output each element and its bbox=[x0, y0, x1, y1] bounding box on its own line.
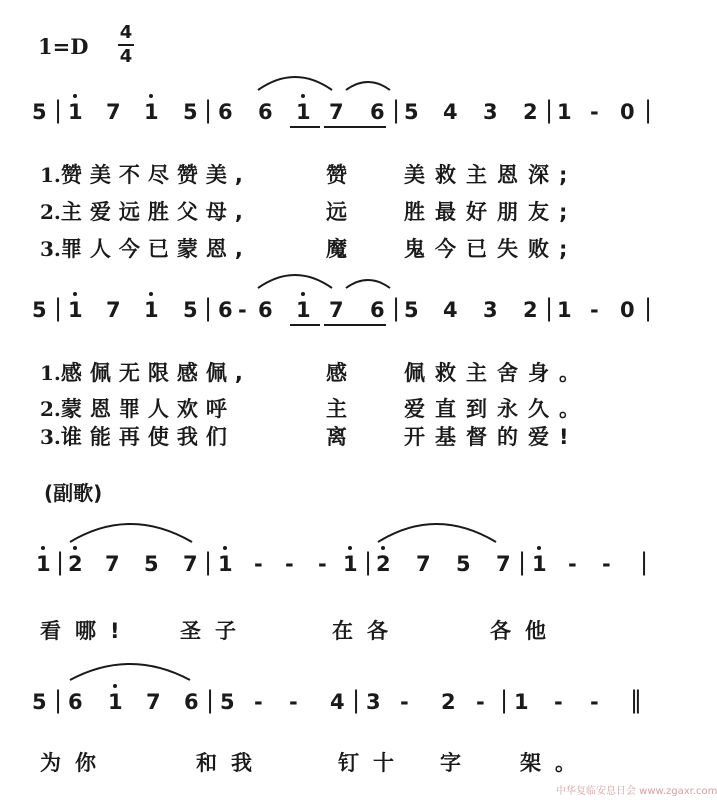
eighth-beam bbox=[324, 126, 386, 128]
lyric-text: 架。 bbox=[520, 751, 590, 775]
note: 3 bbox=[366, 690, 381, 714]
slur bbox=[258, 77, 332, 90]
note: 5 bbox=[183, 298, 198, 322]
octave-dot bbox=[149, 94, 153, 98]
lyric-text: 和我 bbox=[196, 751, 266, 775]
note: 1 bbox=[296, 298, 311, 322]
lyric-text: 主爱远胜父母, bbox=[60, 200, 251, 224]
verse-number: 3. bbox=[40, 237, 61, 261]
slur bbox=[346, 82, 390, 90]
note: 6 bbox=[370, 100, 385, 124]
slur bbox=[378, 524, 496, 542]
note: 1 bbox=[36, 552, 51, 576]
note: 2 bbox=[376, 552, 391, 576]
barline: | bbox=[352, 686, 361, 714]
octave-dot bbox=[301, 292, 305, 296]
note: 1 bbox=[532, 552, 547, 576]
lyric-text: 魔 bbox=[326, 237, 347, 261]
octave-dot bbox=[301, 94, 305, 98]
note: 1 bbox=[68, 100, 83, 124]
lyric-text: 远 bbox=[326, 200, 347, 224]
dash: - bbox=[285, 552, 294, 576]
dash: - bbox=[590, 298, 599, 322]
note: 3 bbox=[483, 298, 498, 322]
chorus-label: (副歌) bbox=[44, 481, 103, 505]
chorus-lyrics-line-2 bbox=[0, 750, 674, 780]
note: 6 bbox=[68, 690, 83, 714]
lyric-text: 各他 bbox=[490, 619, 560, 643]
note: 7 bbox=[496, 552, 511, 576]
note: 1 bbox=[144, 298, 159, 322]
note: 1 bbox=[144, 100, 159, 124]
note: 5 bbox=[220, 690, 235, 714]
barline: | bbox=[392, 294, 401, 322]
lyric-text: 赞美不尽赞美, bbox=[60, 163, 251, 187]
chorus-notation-line-1 bbox=[0, 548, 674, 582]
octave-dot bbox=[41, 546, 45, 550]
note: 2 bbox=[523, 298, 538, 322]
octave-dot bbox=[149, 292, 153, 296]
note: 5 bbox=[404, 298, 419, 322]
octave-dot bbox=[73, 546, 77, 550]
lyric-text: 感 bbox=[326, 361, 347, 385]
chorus-notation-line-2 bbox=[0, 686, 674, 720]
note: 6 bbox=[258, 298, 273, 322]
slur bbox=[258, 275, 332, 288]
verse-number: 2. bbox=[40, 397, 61, 421]
dash: - bbox=[400, 690, 409, 714]
lyric-text: 蒙恩罪人欢呼 bbox=[60, 397, 235, 421]
lyric-text: 在各 bbox=[332, 619, 402, 643]
barline: | bbox=[204, 548, 213, 576]
note: 0 bbox=[620, 100, 635, 124]
note: 4 bbox=[443, 100, 458, 124]
lyric-row bbox=[40, 236, 251, 262]
octave-dot bbox=[73, 292, 77, 296]
note: 4 bbox=[443, 298, 458, 322]
note: 7 bbox=[105, 552, 120, 576]
barline: | bbox=[54, 96, 63, 124]
note: 1 bbox=[68, 298, 83, 322]
barline: | bbox=[545, 96, 554, 124]
note: 7 bbox=[329, 298, 344, 322]
lyric-row bbox=[40, 424, 235, 450]
note: 5 bbox=[183, 100, 198, 124]
barline: | bbox=[204, 96, 213, 124]
barline: | bbox=[364, 548, 373, 576]
note: 1 bbox=[108, 690, 123, 714]
lyric-text: 开基督的爱! bbox=[404, 425, 579, 449]
time-signature-top: 4 bbox=[119, 22, 133, 43]
lyric-text: 圣子 bbox=[180, 619, 250, 643]
note: 7 bbox=[183, 552, 198, 576]
dash: - bbox=[568, 552, 577, 576]
note: 6 bbox=[218, 298, 233, 322]
dash: - bbox=[590, 690, 599, 714]
note: 0 bbox=[620, 298, 635, 322]
dash: - bbox=[590, 100, 599, 124]
lyric-text: 罪人今已蒙恩, bbox=[60, 237, 251, 261]
octave-dot bbox=[348, 546, 352, 550]
lyric-row bbox=[40, 162, 251, 188]
lyric-text: 为你 bbox=[40, 751, 110, 775]
barline: | bbox=[644, 294, 653, 322]
note: 7 bbox=[106, 298, 121, 322]
note: 5 bbox=[32, 690, 47, 714]
note: 5 bbox=[144, 552, 159, 576]
lyric-text: 赞 bbox=[326, 163, 347, 187]
lyric-text: 美救主恩深; bbox=[404, 163, 578, 187]
verse-number: 2. bbox=[40, 200, 61, 224]
dash: - bbox=[476, 690, 485, 714]
note: 1 bbox=[218, 552, 233, 576]
note: 1 bbox=[514, 690, 529, 714]
note: 7 bbox=[106, 100, 121, 124]
dash: - bbox=[254, 552, 263, 576]
verse-number: 1. bbox=[40, 163, 61, 187]
note: 2 bbox=[441, 690, 456, 714]
barline: | bbox=[54, 294, 63, 322]
barline: | bbox=[204, 294, 213, 322]
note: 7 bbox=[416, 552, 431, 576]
eighth-beam bbox=[290, 126, 320, 128]
note: 2 bbox=[68, 552, 83, 576]
dash: - bbox=[254, 690, 263, 714]
note: 5 bbox=[32, 100, 47, 124]
lyric-text: 佩救主舍身。 bbox=[404, 361, 590, 385]
note: 7 bbox=[329, 100, 344, 124]
note: 5 bbox=[404, 100, 419, 124]
note: 6 bbox=[218, 100, 233, 124]
dash: - bbox=[602, 552, 611, 576]
octave-dot bbox=[113, 684, 117, 688]
time-signature-bottom: 4 bbox=[119, 46, 133, 67]
barline: | bbox=[640, 548, 649, 576]
dash: - bbox=[554, 690, 563, 714]
verse-number: 1. bbox=[40, 361, 61, 385]
lyric-text: 感佩无限感佩, bbox=[60, 361, 251, 385]
barline: | bbox=[644, 96, 653, 124]
note: 7 bbox=[146, 690, 161, 714]
note: 5 bbox=[456, 552, 471, 576]
note: 1 bbox=[343, 552, 358, 576]
lyric-row bbox=[40, 360, 251, 386]
note: 1 bbox=[557, 298, 572, 322]
lyric-text: 胜最好朋友; bbox=[404, 200, 578, 224]
eighth-beam bbox=[324, 324, 386, 326]
lyric-text: 鬼今已失败; bbox=[404, 237, 578, 261]
barline: | bbox=[500, 686, 509, 714]
note: 6 bbox=[258, 100, 273, 124]
lyric-text: 字 bbox=[440, 751, 475, 775]
barline: | bbox=[56, 548, 65, 576]
note: 2 bbox=[523, 100, 538, 124]
barline: | bbox=[545, 294, 554, 322]
slur bbox=[70, 664, 190, 680]
lyric-text: 看哪! bbox=[40, 619, 134, 643]
note: 6 bbox=[184, 690, 199, 714]
lyric-text: 爱直到永久。 bbox=[404, 397, 590, 421]
lyric-row bbox=[40, 396, 235, 422]
octave-dot bbox=[223, 546, 227, 550]
chorus-lyrics-line-1 bbox=[0, 618, 674, 648]
slur bbox=[346, 280, 390, 288]
lyric-text: 离 bbox=[326, 425, 347, 449]
eighth-beam bbox=[290, 324, 320, 326]
barline: | bbox=[518, 548, 527, 576]
barline: | bbox=[54, 686, 63, 714]
dash: - bbox=[289, 690, 298, 714]
lyric-text: 钉十 bbox=[338, 751, 408, 775]
note: 4 bbox=[330, 690, 345, 714]
note: 1 bbox=[557, 100, 572, 124]
octave-dot bbox=[537, 546, 541, 550]
note: 6 bbox=[370, 298, 385, 322]
dash: - bbox=[318, 552, 327, 576]
note: 1 bbox=[296, 100, 311, 124]
lyric-text: 主 bbox=[326, 397, 347, 421]
barline: | bbox=[206, 686, 215, 714]
watermark: 中华复临安息日会 www.zgaxr.com bbox=[556, 786, 717, 797]
note: 5 bbox=[32, 298, 47, 322]
octave-dot bbox=[73, 94, 77, 98]
octave-dot bbox=[381, 546, 385, 550]
lyric-text: 谁能再使我们 bbox=[60, 425, 235, 449]
slur bbox=[70, 524, 192, 542]
dash: - bbox=[238, 298, 247, 322]
verse-number: 3. bbox=[40, 425, 61, 449]
lyric-row bbox=[40, 199, 251, 225]
barline: ‖ bbox=[630, 686, 642, 714]
key-signature: 1=D bbox=[38, 34, 89, 59]
note: 3 bbox=[483, 100, 498, 124]
barline: | bbox=[392, 96, 401, 124]
